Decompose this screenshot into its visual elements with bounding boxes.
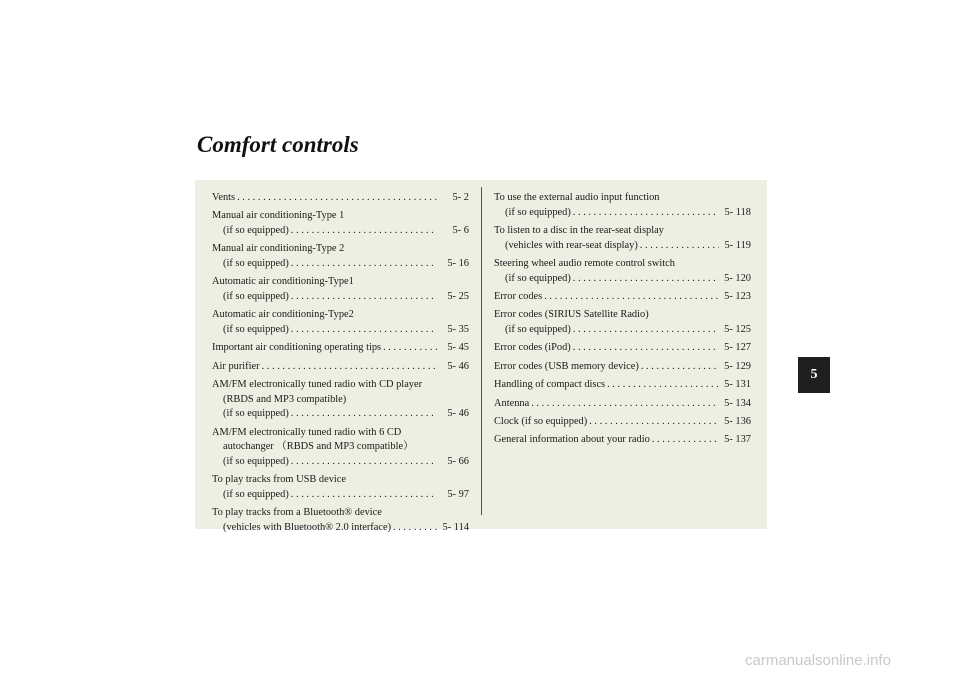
toc-entry[interactable] <box>212 308 469 337</box>
dot-leader <box>393 521 437 536</box>
toc-entry-text: (if so equipped) <box>223 408 289 420</box>
toc-entry-line <box>494 433 751 448</box>
toc-column-right <box>494 191 751 448</box>
column-divider <box>481 187 482 515</box>
dot-leader <box>291 455 437 470</box>
toc-page-ref[interactable]: 5- 131 <box>724 379 751 391</box>
toc-entry-text: AM/FM electronically tuned radio with CD player <box>212 379 423 391</box>
toc-page-ref[interactable]: 5- 136 <box>724 415 751 427</box>
toc-entry[interactable] <box>212 473 469 502</box>
toc-column-left <box>212 191 469 535</box>
toc-entry-line <box>212 488 469 503</box>
toc-entry-text: Error codes (SIRIUS Satellite Radio) <box>494 309 649 321</box>
toc-entry[interactable] <box>494 378 751 393</box>
dot-leader <box>262 360 437 375</box>
toc-entry[interactable] <box>212 378 469 422</box>
toc-entry-text: (if so equipped) <box>223 488 289 500</box>
toc-page-ref[interactable]: 5- 66 <box>447 455 469 467</box>
toc-page-ref[interactable]: 5- 120 <box>724 272 751 284</box>
toc-page-ref[interactable]: 5- 46 <box>447 360 469 372</box>
dot-leader <box>573 272 719 287</box>
toc-entry-line <box>212 407 469 422</box>
toc-entry-text: Important air conditioning operating tips <box>212 342 382 354</box>
toc-entry-text: (if so equipped) <box>223 323 289 335</box>
toc-entry-text: autochanger （RBDS and MP3 compatible） <box>223 441 414 453</box>
toc-entry-line <box>212 323 469 338</box>
dot-leader <box>607 378 719 393</box>
toc-entry-line <box>212 209 469 224</box>
toc-entry[interactable] <box>212 209 469 238</box>
toc-entry-line <box>212 341 469 356</box>
toc-entry[interactable] <box>212 242 469 271</box>
toc-entry-line <box>212 308 469 323</box>
dot-leader <box>237 191 437 206</box>
toc-entry-text: (if so equipped) <box>223 290 289 302</box>
dot-leader <box>652 433 719 448</box>
dot-leader <box>544 290 719 305</box>
toc-entry[interactable] <box>494 224 751 253</box>
toc-entry-line <box>494 272 751 287</box>
toc-entry-text: (if so equipped) <box>223 257 289 269</box>
toc-entry-text: Error codes (USB memory device) <box>494 360 639 372</box>
dot-leader <box>641 360 719 375</box>
toc-entry[interactable] <box>494 257 751 286</box>
toc-entry-text: AM/FM electronically tuned radio with 6 CD <box>212 426 402 438</box>
toc-page-ref[interactable]: 5- 123 <box>724 290 751 302</box>
toc-entry-text: (if so equipped) <box>223 455 289 467</box>
toc-page-ref[interactable]: 5- 35 <box>447 323 469 335</box>
dot-leader <box>291 257 437 272</box>
toc-page-ref[interactable]: 5- 46 <box>447 408 469 420</box>
toc-page-ref[interactable]: 5- 118 <box>724 206 751 218</box>
chapter-tab[interactable]: 5 <box>798 357 830 393</box>
toc-entry[interactable] <box>494 360 751 375</box>
toc-entry[interactable] <box>494 341 751 356</box>
toc-entry-line <box>494 308 751 323</box>
toc-page-ref[interactable]: 5- 119 <box>724 239 751 251</box>
toc-entry-text: To listen to a disc in the rear-seat display <box>494 224 664 236</box>
toc-entry-line <box>212 360 469 375</box>
toc-entry-text: Vents <box>212 192 236 203</box>
dot-leader <box>640 239 719 254</box>
toc-page-ref[interactable]: 5- 137 <box>724 434 751 446</box>
toc-entry-text: (if so equipped) <box>505 206 571 218</box>
dot-leader <box>291 488 437 503</box>
toc-page-ref[interactable]: 5- 45 <box>447 342 469 354</box>
toc-page-ref[interactable]: 5- 125 <box>724 323 751 335</box>
toc-entry[interactable] <box>494 191 751 220</box>
toc-entry-line <box>212 455 469 470</box>
toc-entry-text: To use the external audio input function <box>494 192 660 203</box>
toc-entry-text: (if so equipped) <box>223 224 289 236</box>
toc-entry-line <box>494 378 751 393</box>
toc-entry-text: Manual air conditioning-Type 2 <box>212 243 345 255</box>
toc-entry-line <box>212 473 469 488</box>
toc-entry-text: (if so equipped) <box>505 272 571 284</box>
toc-page-ref[interactable]: 5- 114 <box>442 521 469 533</box>
toc-entry[interactable] <box>494 415 751 430</box>
toc-entry-line <box>212 242 469 257</box>
toc-page-ref[interactable]: 5- 134 <box>724 397 751 409</box>
toc-page-ref[interactable]: 5- 2 <box>452 192 469 203</box>
toc-entry-line <box>212 224 469 239</box>
toc-entry[interactable] <box>212 360 469 375</box>
dot-leader <box>531 397 719 412</box>
toc-page-ref[interactable]: 5- 127 <box>724 342 751 354</box>
dot-leader <box>573 341 719 356</box>
toc-page-ref[interactable]: 5- 25 <box>447 290 469 302</box>
toc-entry-text: (if so equipped) <box>505 323 571 335</box>
dot-leader <box>291 290 437 305</box>
toc-entry-line <box>494 360 751 375</box>
toc-entry-line <box>494 224 751 239</box>
watermark: carmanualsonline.info <box>745 652 891 669</box>
toc-entry[interactable] <box>212 191 469 206</box>
toc-entry-line <box>494 415 751 430</box>
toc-entry-text: Antenna <box>494 397 530 409</box>
toc-entry-line <box>494 341 751 356</box>
toc-entry[interactable] <box>212 341 469 356</box>
toc-page-ref[interactable]: 5- 97 <box>447 488 469 500</box>
toc-page-ref[interactable]: 5- 6 <box>452 224 469 236</box>
toc-entry-line <box>494 191 751 206</box>
dot-leader <box>573 323 719 338</box>
toc-entry-text: Handling of compact discs <box>494 379 606 391</box>
toc-entry-line <box>212 378 469 393</box>
toc-entry-line <box>212 521 469 536</box>
chapter-title: Comfort controls <box>197 132 359 157</box>
toc-entry-text: Clock (if so equipped) <box>494 415 588 427</box>
toc-entry-text: Automatic air conditioning-Type1 <box>212 276 354 288</box>
toc-entry[interactable] <box>212 275 469 304</box>
dot-leader <box>383 341 437 356</box>
toc-entry-line <box>494 239 751 254</box>
toc-entry[interactable] <box>494 308 751 337</box>
dot-leader <box>291 407 437 422</box>
toc-entry-text: To play tracks from USB device <box>212 474 347 486</box>
dot-leader <box>573 206 719 221</box>
toc-entry-line <box>212 257 469 272</box>
toc-entry-text: (RBDS and MP3 compatible) <box>223 393 347 405</box>
toc-entry-line <box>212 506 469 521</box>
toc-entry[interactable] <box>494 290 751 305</box>
toc-page-ref[interactable]: 5- 16 <box>447 257 469 269</box>
toc-entry-line <box>212 393 469 408</box>
toc-entry-line <box>494 257 751 272</box>
toc-entry-text: Steering wheel audio remote control switch <box>494 257 675 269</box>
toc-entry-text: To play tracks from a Bluetooth® device <box>212 507 382 519</box>
toc-entry-text: Error codes <box>494 290 543 302</box>
dot-leader <box>291 224 437 239</box>
dot-leader <box>589 415 719 430</box>
toc-entry[interactable] <box>212 506 469 535</box>
toc-entry-line <box>212 191 469 206</box>
toc-entry-line <box>494 206 751 221</box>
toc-entry-line <box>212 426 469 441</box>
toc-entry-text: (vehicles with Bluetooth® 2.0 interface) <box>223 521 392 533</box>
toc-entry-line <box>212 440 469 455</box>
toc-entry-text: (vehicles with rear-seat display) <box>505 239 638 251</box>
toc-entry-line <box>494 323 751 338</box>
toc-entry[interactable] <box>212 426 469 470</box>
toc-entry-line <box>212 290 469 305</box>
toc-entry-text: Error codes (iPod) <box>494 342 571 354</box>
toc-entry-line <box>494 290 751 305</box>
toc-entry-line <box>494 397 751 412</box>
toc-page-ref[interactable]: 5- 129 <box>724 360 751 372</box>
toc-entry[interactable] <box>494 397 751 412</box>
toc-entry-text: Air purifier <box>212 360 260 372</box>
toc-entry[interactable] <box>494 433 751 448</box>
toc-entry-text: Automatic air conditioning-Type2 <box>212 309 354 321</box>
toc-entry-text: Manual air conditioning-Type 1 <box>212 210 345 222</box>
dot-leader <box>291 323 437 338</box>
toc-entry-text: General information about your radio <box>494 434 650 446</box>
toc-entry-line <box>212 275 469 290</box>
